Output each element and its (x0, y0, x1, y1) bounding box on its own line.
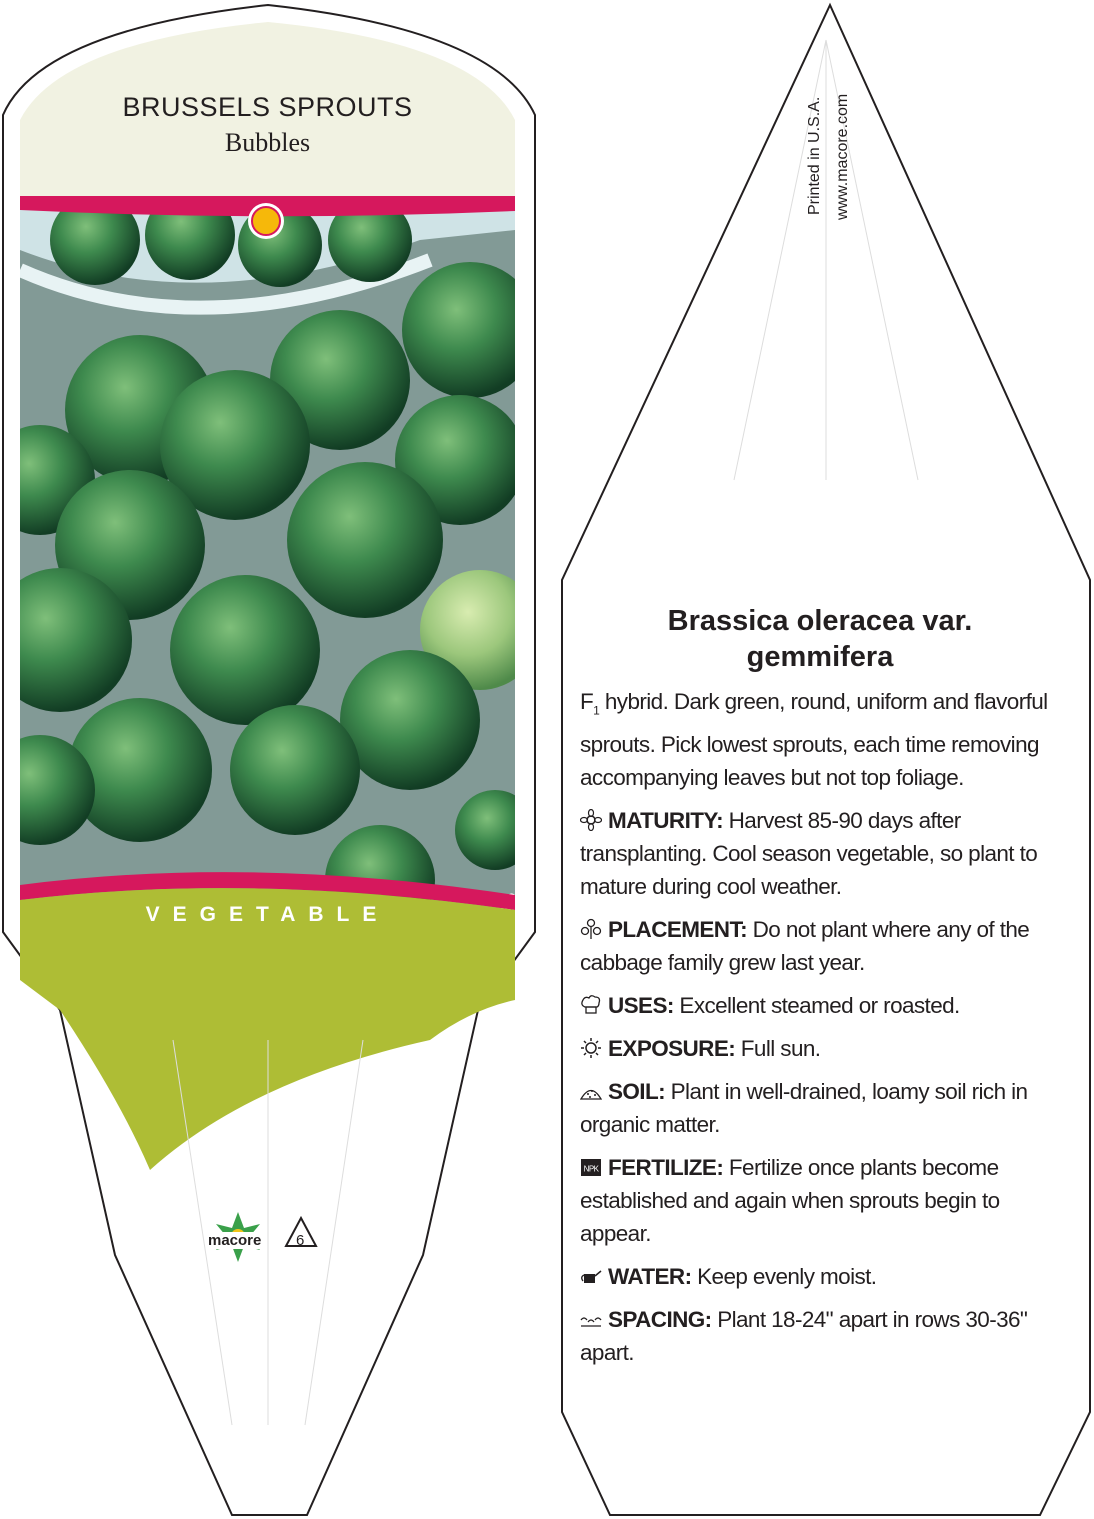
scientific-name: Brassica oleracea var. gemmifera (667, 605, 973, 673)
intro-text: $F_1$ hybrid. Dark green, round, uniform and flavorful sprouts. Pick lowest sprouts, each time removing accompanying leaves but not top foliage. (580, 689, 1048, 790)
product-title: BRUSSELS SPROUTS (122, 92, 413, 122)
back-content (580, 603, 1060, 1379)
variety-name: Bubbles (224, 128, 311, 157)
npk-icon (580, 1156, 602, 1178)
water-item: WATER: Keep evenly moist. (580, 1260, 1060, 1293)
spacing-icon (580, 1308, 602, 1330)
website: www.macore.com (834, 93, 851, 220)
brand-name: macore (208, 1232, 262, 1249)
sun-icon (580, 1037, 602, 1059)
printed-info (806, 45, 851, 225)
uses-item: USES: Excellent steamed or roasted. (580, 989, 1060, 1022)
soil-item: SOIL: Plant in well-drained, loamy soil rich in organic matter. (580, 1078, 1028, 1137)
chef-hat-icon (580, 994, 602, 1016)
plants-icon (580, 918, 602, 940)
placement-item: PLACEMENT: Do not plant where any of the cabbage family grew last year. (580, 916, 1030, 975)
brand-block (206, 1208, 336, 1273)
printed-in: Printed in U.S.A. (806, 96, 823, 215)
watering-can-icon (580, 1265, 602, 1287)
flower-icon (580, 809, 602, 831)
category-label: VEGETABLE (145, 903, 390, 926)
exposure-item: EXPOSURE: Full sun. (580, 1032, 1060, 1065)
svg-text:NPK: NPK (583, 1164, 599, 1173)
product-photo (0, 190, 540, 935)
soil-icon (580, 1080, 602, 1102)
maturity-item: MATURITY: Harvest 85-90 days after transplanting. Cool season vegetable, so plant to mature during cool weather. (580, 807, 1038, 899)
recycle-code: 6 (296, 1232, 305, 1249)
fertilize-item: NPK FERTILIZE: Fertilize once plants become established and again when sprouts begin to appear. (580, 1154, 1000, 1246)
spacing-item: SPACING: Plant 18-24" apart in rows 30-36" apart. (580, 1306, 1028, 1365)
